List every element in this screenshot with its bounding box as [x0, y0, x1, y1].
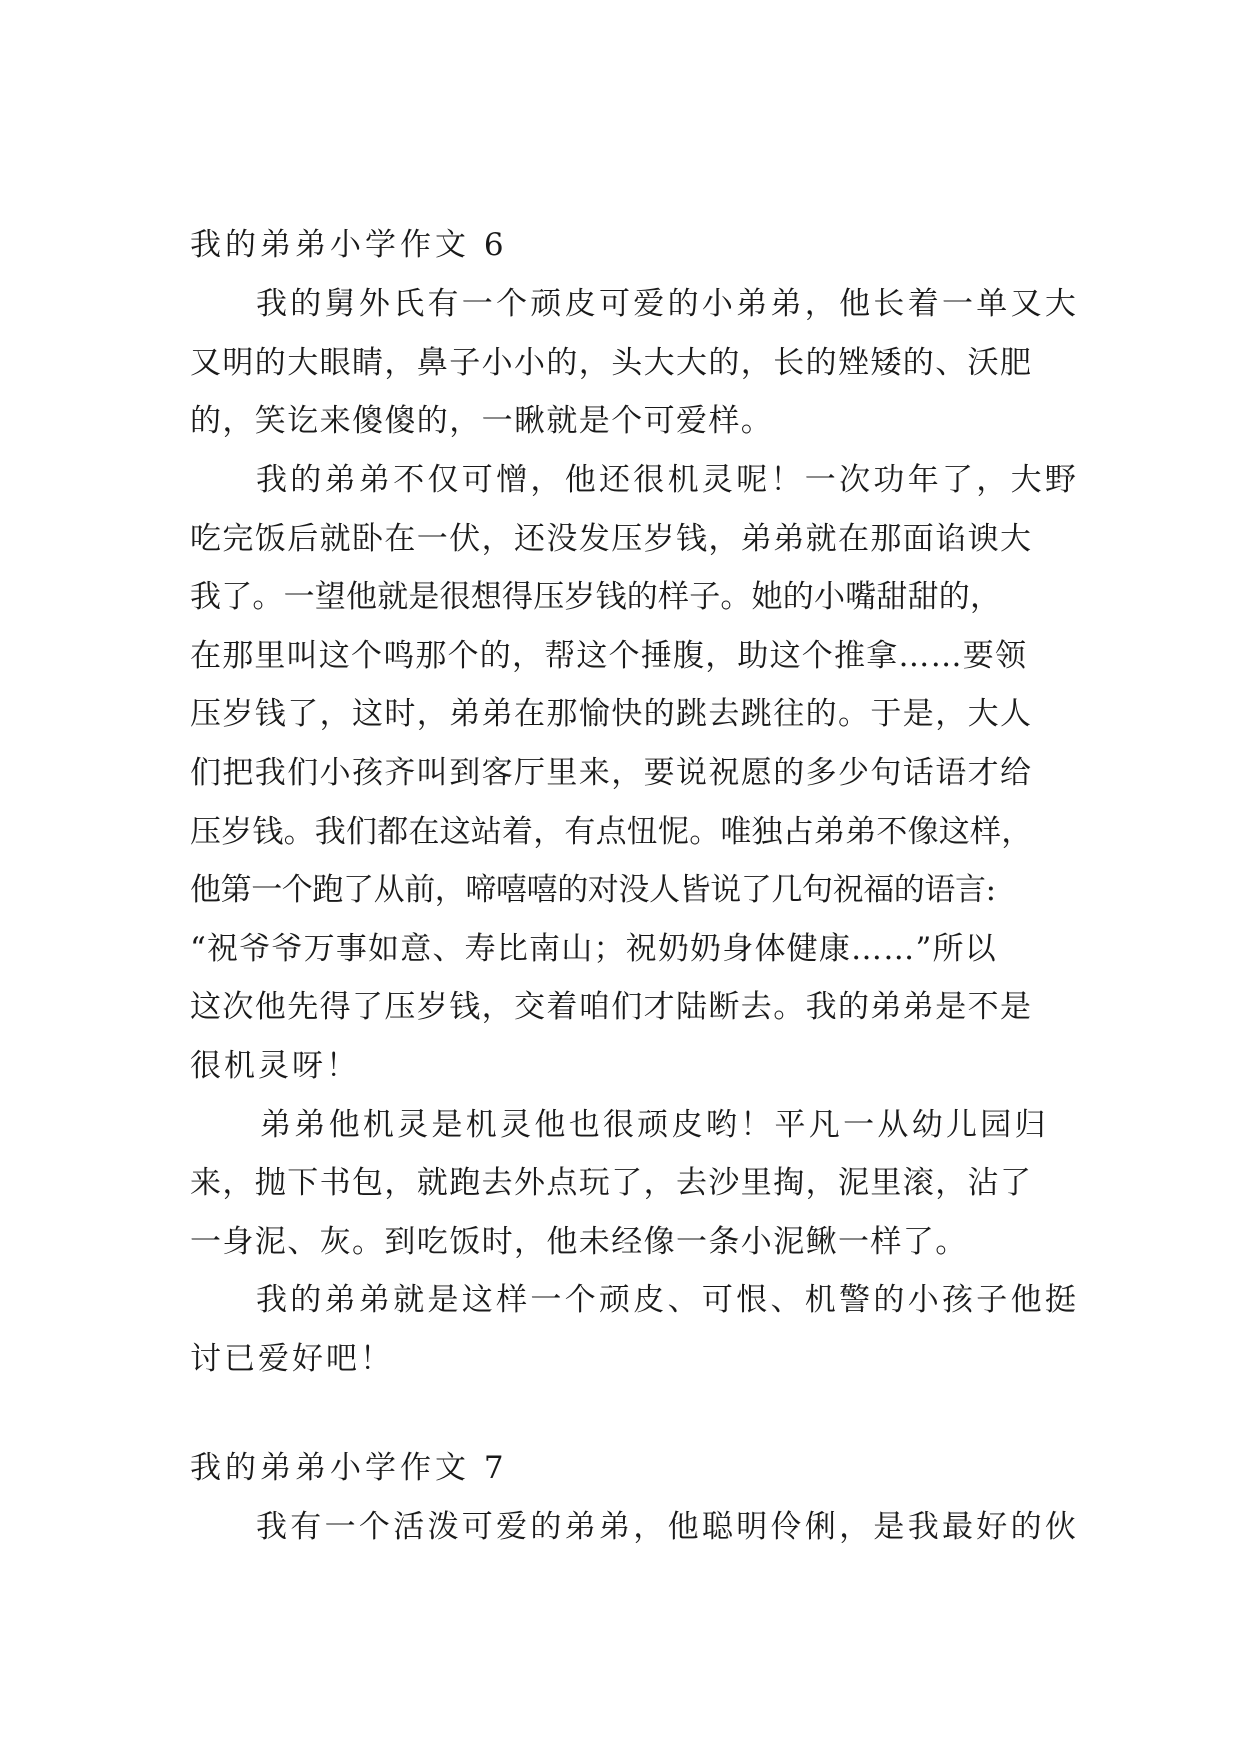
text-line: 吃完饭后就卧在一伏，还没发压岁钱，弟弟就在那面谄谀大: [190, 521, 1033, 557]
text-line: 们把我们小孩齐叫到客厅里来，要说祝愿的多少句话语才给: [190, 755, 1033, 791]
text-line: “祝爷爷万事如意、寿比南山；祝奶奶身体健康……”所以: [190, 931, 997, 967]
essay-title-7: 我的弟弟小学作文 7: [190, 1450, 508, 1486]
text-line: 我了。一望他就是很想得压岁钱的样子。她的小嘴甜甜的，: [190, 579, 1002, 615]
text-line: 一身泥、灰。到吃饭时，他未经像一条小泥鳅一样了。: [190, 1224, 968, 1260]
text-line: 弟弟他机灵是机灵他也很顽皮哟！平凡一从幼儿园归: [260, 1107, 1049, 1143]
text-line: 这次他先得了压岁钱，交着咱们才陆断去。我的弟弟是不是: [190, 989, 1033, 1025]
text-line: 讨已爱好吧！: [190, 1341, 394, 1377]
text-line: 在那里叫这个鸣那个的，帮这个捶腹，助这个推拿……要领: [190, 638, 1028, 674]
text-line: 我有一个活泼可爱的弟弟，他聪明伶俐，是我最好的伙: [256, 1509, 1080, 1545]
text-line: 又明的大眼睛，鼻子小小的，头大大的，长的矬矮的、沃肥: [190, 345, 1033, 381]
text-line: 压岁钱了，这时，弟弟在那愉快的跳去跳往的。于是，大人: [190, 696, 1033, 732]
text-line: 的，笑讫来傻傻的，一瞅就是个可爱样。: [190, 403, 774, 439]
text-line: 我的弟弟就是这样一个顽皮、可恨、机警的小孩子他挺: [256, 1282, 1080, 1318]
text-line: 很机灵呀！: [190, 1048, 360, 1084]
text-line: 压岁钱。我们都在这站着，有点忸怩。唯独占弟弟不像这样，: [190, 814, 1033, 850]
text-line: 来，抛下书包，就跑去外点玩了，去沙里掏，泥里滚，沾了: [190, 1165, 1033, 1201]
text-line: 我的弟弟不仅可憎，他还很机灵呢！一次功年了，大野: [256, 462, 1080, 498]
text-line: 我的舅外氏有一个顽皮可爱的小弟弟，他长着一单又大: [256, 286, 1080, 322]
text-line: 他第一个跑了从前，啼嘻嘻的对没人皆说了几句祝福的语言:: [190, 872, 996, 908]
essay-title-6: 我的弟弟小学作文 6: [190, 227, 508, 263]
